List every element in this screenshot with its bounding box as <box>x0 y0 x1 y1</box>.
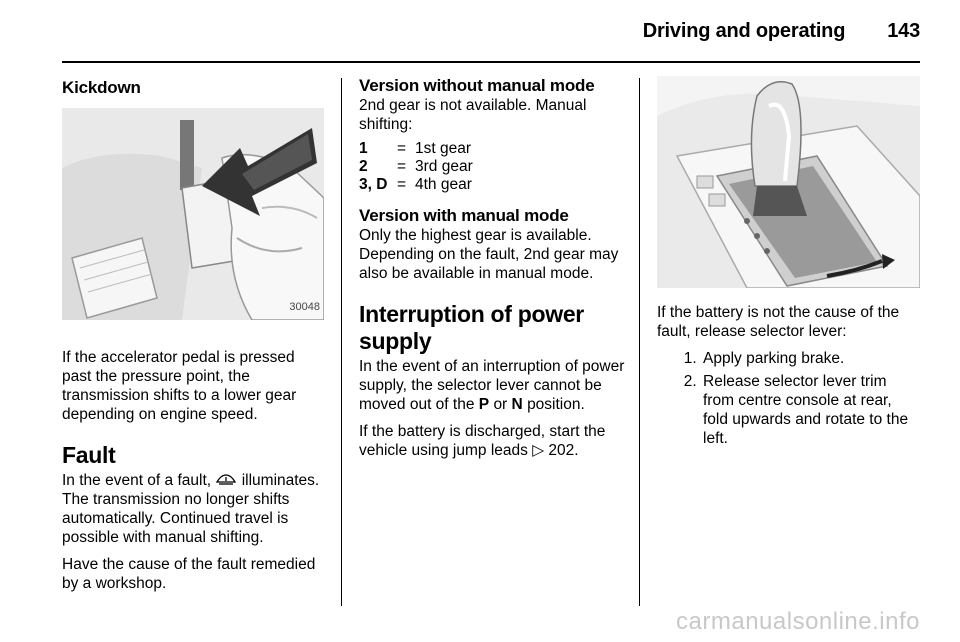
interruption-text-end: position. <box>527 396 585 413</box>
fault-text-1-end: illuminates. The transmission no longer shifts automatically. Continued travel is possible with manual shifting. <box>62 472 320 546</box>
step-item: 1. Apply parking brake. <box>701 349 920 368</box>
column-1 <box>62 76 324 601</box>
gear-key: 3, D <box>359 176 388 193</box>
column-3 <box>657 76 920 452</box>
page-header <box>643 20 920 43</box>
gear-key: 2 <box>359 158 368 175</box>
version-without-text: 2nd gear is not available. Manual shifting: <box>359 97 587 133</box>
heading-fault: Fault <box>62 442 116 468</box>
gear-equals: = <box>397 158 407 175</box>
gear-table <box>359 140 473 194</box>
battery-text <box>359 422 627 460</box>
fault-text-2: Have the cause of the fault remedied by a workshop. <box>62 556 316 592</box>
gear-value: 4th gear <box>415 176 472 193</box>
header-rule <box>62 61 920 63</box>
watermark: carmanualsonline.info <box>676 608 920 635</box>
gear-row <box>359 176 473 194</box>
figure-label: 30048 <box>289 301 320 313</box>
page-reference[interactable]: 202. <box>548 442 579 459</box>
heading-interruption: Interruption of power supply <box>359 301 584 354</box>
battery-text-start: If the battery is discharged, start the vehicle using jump leads <box>359 423 606 459</box>
column-divider-1 <box>341 78 342 606</box>
column-2 <box>359 76 627 468</box>
pedal-illustration <box>62 108 324 320</box>
header-title: Driving and operating <box>642 20 846 42</box>
page-reference-icon: ▷ <box>532 442 545 459</box>
version-with-text: Only the highest gear is available. Depending on the fault, 2nd gear may also be available in manual mode. <box>359 227 619 282</box>
release-steps-list <box>657 349 920 448</box>
gear-equals: = <box>397 140 407 157</box>
gear-row <box>359 140 473 158</box>
gear-value: 3rd gear <box>415 158 473 175</box>
gear-value: 1st gear <box>415 140 472 157</box>
heading-version-without: Version without manual mode <box>359 76 595 95</box>
position-n: N <box>511 396 523 413</box>
kickdown-figure <box>62 108 324 320</box>
gear-equals: = <box>397 176 407 193</box>
gear-row <box>359 158 473 176</box>
interruption-text <box>359 357 627 414</box>
selector-lever-figure <box>657 76 920 288</box>
step-item: 2. Release selector lever trim from centre console at rear, fold upwards and rotate to the left. <box>701 372 920 448</box>
column-divider-2 <box>639 78 640 606</box>
selector-lever-illustration <box>657 76 920 288</box>
transmission-warning-icon <box>215 473 237 486</box>
interruption-or: or <box>493 396 508 413</box>
heading-version-with: Version with manual mode <box>359 206 569 225</box>
battery-not-cause-text: If the battery is not the cause of the fault, release selector lever: <box>657 304 900 340</box>
fault-text-1-start: In the event of a fault, <box>62 472 212 489</box>
kickdown-text: If the accelerator pedal is pressed past the pressure point, the transmission shifts to a lower gear depending on engine speed. <box>62 349 297 423</box>
gear-key: 1 <box>359 140 368 157</box>
fault-text-1 <box>62 471 324 547</box>
position-p: P <box>478 396 490 413</box>
page-number: 143 <box>887 20 920 42</box>
interruption-text-start: In the event of an interruption of power supply, the selector lever cannot be moved out of the <box>359 358 625 413</box>
heading-kickdown: Kickdown <box>62 78 141 97</box>
